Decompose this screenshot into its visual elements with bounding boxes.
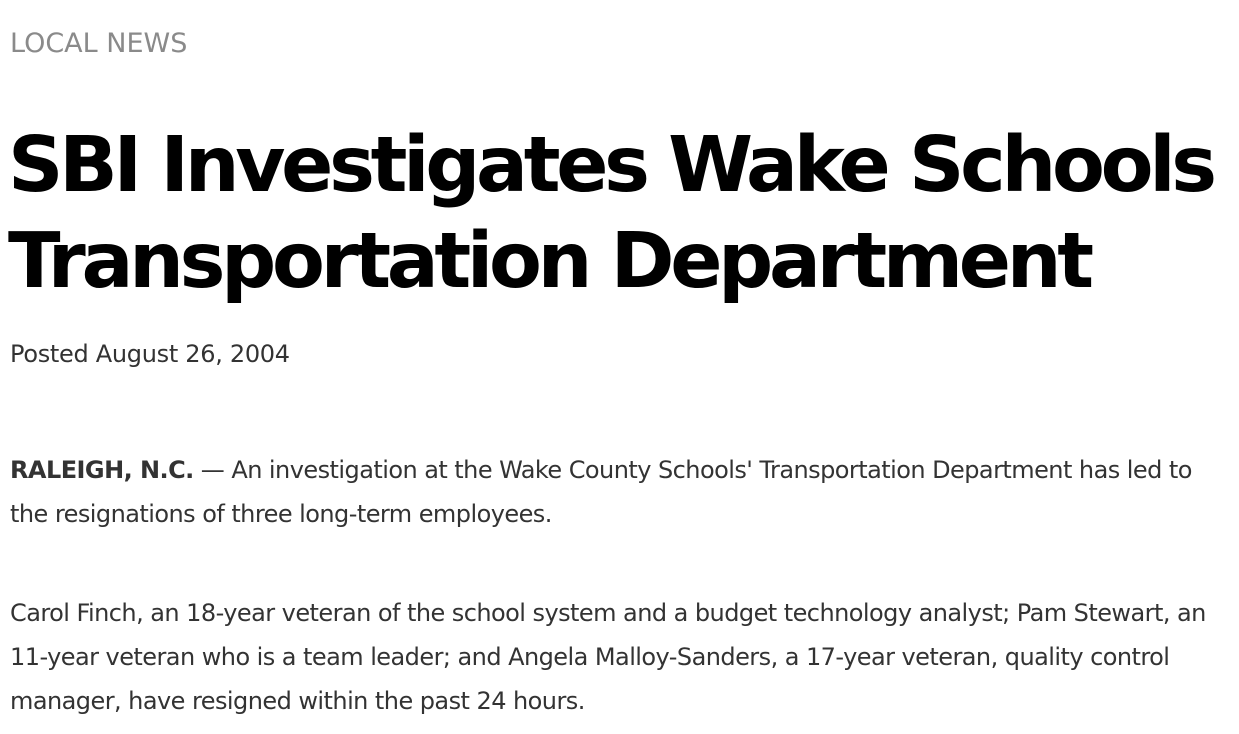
posted-date: Posted August 26, 2004 <box>10 340 290 368</box>
paragraph-text: Carol Finch, an 18-year veteran of the school system and a budget technology analyst; Pam Stewart, an 11-year veteran who is a team leader; and Angela Malloy-Sanders, a 17-year veteran, quality control manager, have resigned within the past 24 hours. <box>10 599 1206 715</box>
dateline: RALEIGH, N.C. <box>10 456 194 484</box>
section-label[interactable]: LOCAL NEWS <box>10 28 188 59</box>
paragraph-text: — An investigation at the Wake County Schools' Transportation Department has led to the resignations of three long-term employees. <box>10 456 1192 528</box>
article-paragraph <box>10 448 1235 536</box>
article-headline: SBI Investigates Wake Schools Transportation Department <box>8 121 1213 306</box>
article-paragraph <box>10 591 1235 723</box>
